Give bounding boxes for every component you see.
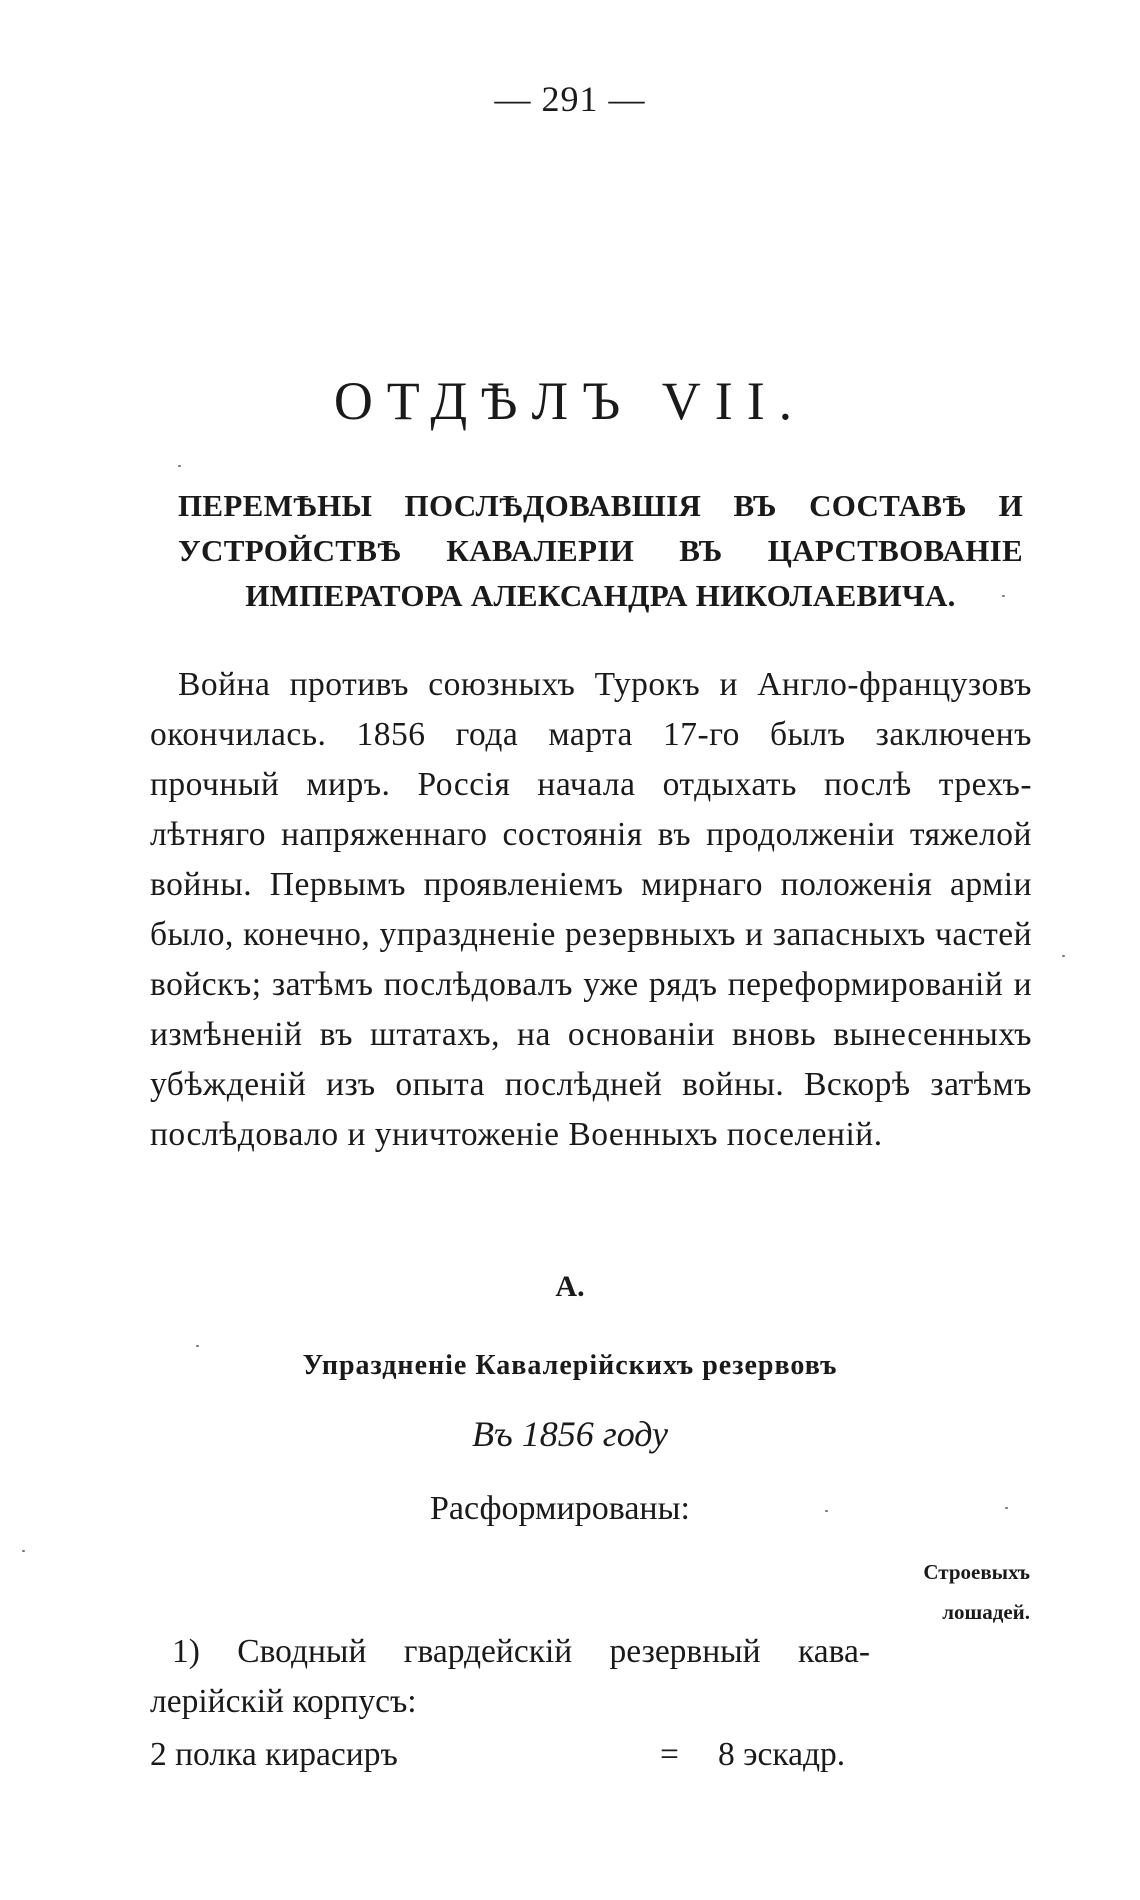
scan-speck [1002,595,1005,597]
list-item-1-line2: лерійскій корпусъ: [150,1683,417,1720]
scan-speck [178,465,181,467]
subsection-heading: Упраздненіе Кавалерійскихъ резервовъ [302,1350,838,1381]
disbanded-label: Расформированы: [430,1490,690,1527]
list-item-1-line1: 1) Сводный гвардейскій резервный кава- [172,1633,870,1670]
section-subtitle: ПЕРЕМѢНЫ ПОСЛѢДОВАВШІЯ ВЪ СОСТАВѢ И УСТРОЙСТВѢ КАВАЛЕРІИ ВЪ ЦАРСТВОВАНІЕ ИМПЕРАТОРА АЛЕКСАНДРА НИКОЛАЕВИЧА. [178,488,1023,613]
unit-equals: = [660,1736,679,1773]
scan-speck [22,1550,25,1552]
unit-name: 2 полка кирасиръ [150,1736,398,1773]
column-header-line2: лошадей. [942,1600,1030,1624]
page-number: — 291 — [494,79,646,119]
body-paragraph: Война противъ союзныхъ Турокъ и Англо-французовъ окончилась. 1856 года марта 17-го былъ заключенъ прочный миръ. Россія начала отдыхать послѣ трехъ-лѣтняго напряженнаго состоянія въ продолженіи тяжелой войны. Первымъ проявленіемъ мирнаго положенія арміи было, конечно, упраздненіе резервныхъ и запасныхъ частей войскъ; затѣмъ послѣдовалъ уже рядъ переформированій и измѣненій въ штатахъ, на основаніи вновь вынесенныхъ убѣжденій изъ опыта послѣдней войны. Вскорѣ затѣмъ послѣдовало и уничтоженіе Военныхъ поселеній. [150,666,1032,1153]
column-header-horses [880,1552,1030,1632]
column-header-line1: Строевыхъ [923,1560,1030,1584]
year-heading: Въ 1856 году [472,1414,668,1454]
section-title: ОТДѢЛЪ VII. [333,371,807,431]
scan-speck [1005,1507,1008,1509]
scan-speck [1062,955,1065,957]
subsection-letter: А. [555,1270,585,1303]
scan-speck [825,1510,828,1512]
unit-count: 8 эскадр. [718,1736,846,1773]
scan-speck [196,1345,199,1347]
list-item-1 [150,1627,870,1727]
